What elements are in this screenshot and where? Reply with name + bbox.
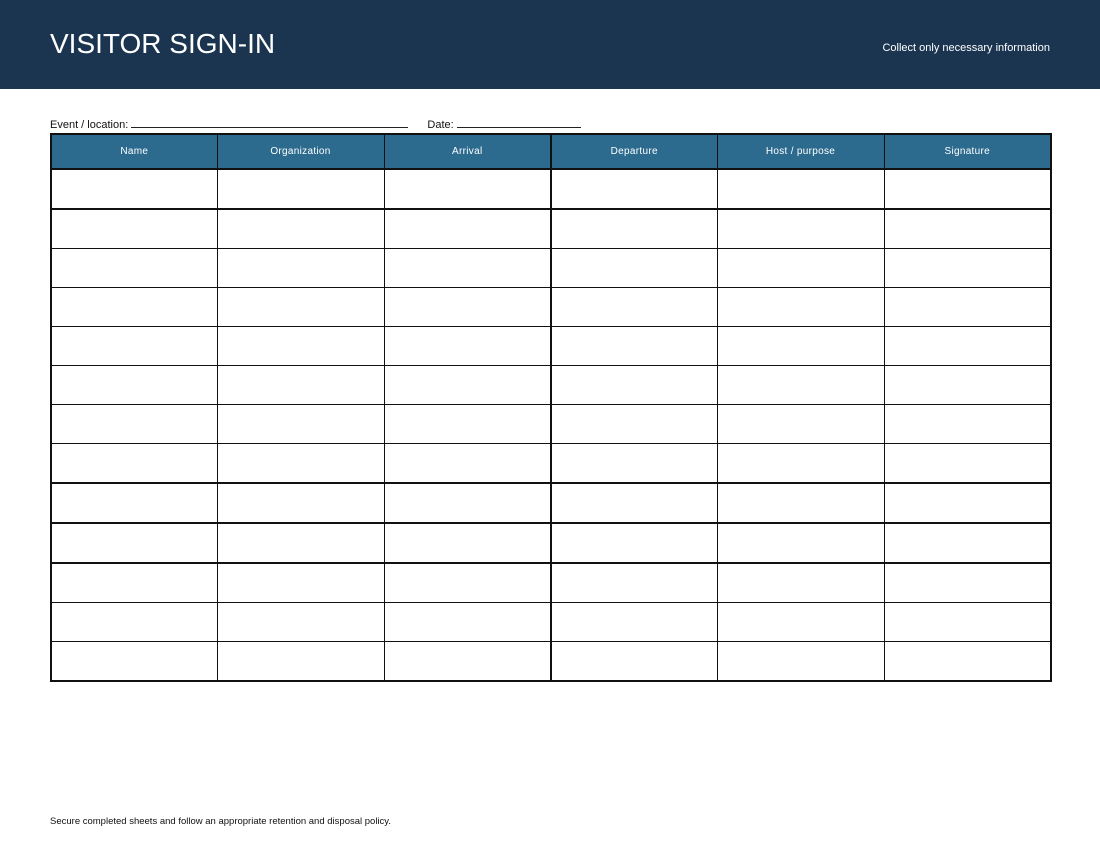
entry-cell[interactable] [384, 523, 551, 563]
entry-cell[interactable] [217, 249, 384, 288]
table-row [51, 366, 1051, 405]
entry-cell[interactable] [884, 209, 1051, 249]
entry-cell[interactable] [884, 169, 1051, 209]
entry-cell[interactable] [551, 405, 717, 444]
entry-cell[interactable] [217, 327, 384, 366]
entry-cell[interactable] [51, 327, 217, 366]
page-title: VISITOR SIGN-IN [50, 28, 276, 59]
entry-cell[interactable] [717, 483, 884, 523]
table-row [51, 169, 1051, 209]
entry-cell[interactable] [551, 366, 717, 405]
table-row [51, 444, 1051, 484]
entry-cell[interactable] [551, 249, 717, 288]
table-header-row [51, 134, 1051, 169]
entry-cell[interactable] [717, 288, 884, 327]
entry-cell[interactable] [384, 405, 551, 444]
entry-cell[interactable] [51, 642, 217, 682]
entry-cell[interactable] [717, 209, 884, 249]
entry-cell[interactable] [384, 563, 551, 603]
column-header-host-purpose: Host / purpose [717, 134, 884, 169]
entry-cell[interactable] [217, 642, 384, 682]
entry-cell[interactable] [217, 444, 384, 484]
table-row [51, 405, 1051, 444]
entry-cell[interactable] [884, 327, 1051, 366]
entry-cell[interactable] [884, 523, 1051, 563]
entry-cell[interactable] [551, 563, 717, 603]
entry-cell[interactable] [217, 288, 384, 327]
entry-cell[interactable] [884, 603, 1051, 642]
entry-cell[interactable] [51, 523, 217, 563]
table-body [51, 169, 1051, 681]
entry-cell[interactable] [384, 642, 551, 682]
entry-cell[interactable] [384, 444, 551, 484]
entry-cell[interactable] [51, 366, 217, 405]
entry-cell[interactable] [884, 563, 1051, 603]
entry-cell[interactable] [884, 642, 1051, 682]
entry-cell[interactable] [717, 444, 884, 484]
entry-cell[interactable] [384, 366, 551, 405]
column-header-name: Name [51, 134, 217, 169]
entry-cell[interactable] [51, 483, 217, 523]
entry-cell[interactable] [884, 249, 1051, 288]
entry-cell[interactable] [717, 169, 884, 209]
event-location-field[interactable] [131, 116, 408, 128]
entry-cell[interactable] [384, 288, 551, 327]
entry-cell[interactable] [217, 603, 384, 642]
entry-cell[interactable] [884, 444, 1051, 484]
table-row [51, 603, 1051, 642]
table-row [51, 483, 1051, 523]
entry-cell[interactable] [884, 483, 1051, 523]
table-row [51, 209, 1051, 249]
entry-cell[interactable] [884, 405, 1051, 444]
entry-cell[interactable] [551, 603, 717, 642]
entry-cell[interactable] [217, 405, 384, 444]
entry-cell[interactable] [51, 249, 217, 288]
entry-cell[interactable] [384, 249, 551, 288]
entry-cell[interactable] [717, 603, 884, 642]
event-location-label: Event / location: [50, 119, 129, 131]
entry-cell[interactable] [717, 523, 884, 563]
entry-cell[interactable] [384, 209, 551, 249]
sign-in-table [50, 133, 1052, 682]
entry-cell[interactable] [717, 642, 884, 682]
entry-cell[interactable] [717, 249, 884, 288]
entry-cell[interactable] [384, 169, 551, 209]
table-row [51, 288, 1051, 327]
footer-note: Secure completed sheets and follow an appropriate retention and disposal policy. [50, 816, 391, 827]
entry-cell[interactable] [217, 169, 384, 209]
entry-cell[interactable] [717, 405, 884, 444]
entry-cell[interactable] [51, 444, 217, 484]
entry-cell[interactable] [551, 444, 717, 484]
entry-cell[interactable] [551, 523, 717, 563]
entry-cell[interactable] [551, 483, 717, 523]
entry-cell[interactable] [217, 366, 384, 405]
table-row [51, 563, 1051, 603]
entry-cell[interactable] [551, 288, 717, 327]
date-field[interactable] [457, 116, 581, 128]
page-header [0, 0, 1100, 89]
table-row [51, 523, 1051, 563]
entry-cell[interactable] [51, 405, 217, 444]
entry-cell[interactable] [551, 327, 717, 366]
form-fields [50, 116, 581, 132]
entry-cell[interactable] [884, 366, 1051, 405]
entry-cell[interactable] [551, 642, 717, 682]
table-row [51, 249, 1051, 288]
entry-cell[interactable] [217, 483, 384, 523]
column-header-arrival: Arrival [384, 134, 551, 169]
entry-cell[interactable] [51, 209, 217, 249]
table-row [51, 327, 1051, 366]
entry-cell[interactable] [384, 483, 551, 523]
header-note: Collect only necessary information [882, 42, 1050, 54]
entry-cell[interactable] [51, 169, 217, 209]
column-header-organization: Organization [217, 134, 384, 169]
entry-cell[interactable] [51, 288, 217, 327]
date-label: Date: [427, 119, 454, 131]
entry-cell[interactable] [384, 603, 551, 642]
entry-cell[interactable] [51, 603, 217, 642]
entry-cell[interactable] [217, 523, 384, 563]
table-row [51, 642, 1051, 682]
entry-cell[interactable] [551, 209, 717, 249]
entry-cell[interactable] [717, 366, 884, 405]
column-header-signature: Signature [884, 134, 1051, 169]
column-header-departure: Departure [551, 134, 717, 169]
entry-cell[interactable] [217, 563, 384, 603]
entry-cell[interactable] [717, 327, 884, 366]
entry-cell[interactable] [884, 288, 1051, 327]
entry-cell[interactable] [551, 169, 717, 209]
entry-cell[interactable] [384, 327, 551, 366]
entry-cell[interactable] [217, 209, 384, 249]
entry-cell[interactable] [51, 563, 217, 603]
entry-cell[interactable] [717, 563, 884, 603]
